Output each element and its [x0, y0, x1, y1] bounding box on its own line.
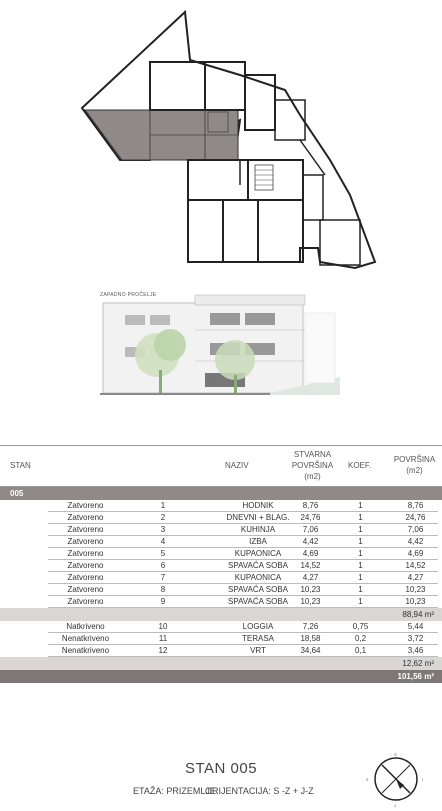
cell-room-name: DNEVNI + BLAG.: [226, 513, 290, 522]
table-row: [48, 536, 438, 548]
table-row: [48, 560, 438, 572]
room: [205, 62, 245, 110]
cell-coef: 0,2: [354, 634, 367, 643]
cell-room-name: VRT: [250, 646, 266, 655]
cell-coef: 1: [358, 561, 363, 570]
cell-number: 7: [160, 573, 166, 582]
cell-room-name: KUHINJA: [240, 525, 276, 534]
cell-room-name: HODNIK: [242, 501, 274, 510]
cell-room-name: KUPAONICA: [234, 573, 282, 582]
table-row: [48, 645, 438, 657]
header-stvarna-2: POVRŠINA: [291, 461, 334, 470]
table-row: [48, 584, 438, 596]
room: [245, 75, 275, 130]
cell-area: 4,27: [407, 573, 424, 582]
open-subtotal-bar: [0, 657, 442, 670]
cell-area: 4,42: [407, 537, 424, 546]
cell-number: 5: [160, 549, 166, 558]
window: [150, 315, 170, 325]
compass-east: I: [422, 777, 424, 782]
cell-coef: 1: [358, 501, 363, 510]
cell-number: 1: [160, 501, 166, 510]
cell-type: Zatvoreno: [67, 549, 104, 558]
room: [150, 62, 205, 110]
table-row: [48, 548, 438, 560]
header-stvarna-1: STVARNA: [293, 450, 332, 459]
cell-number: 10: [158, 622, 168, 631]
cell-real-area: 7,06: [302, 525, 319, 534]
cell-real-area: 8,76: [302, 501, 319, 510]
cell-real-area: 10,23: [300, 597, 321, 606]
stair: [255, 165, 273, 190]
table-row: [48, 524, 438, 536]
cell-coef: 1: [358, 537, 363, 546]
floor-plan: [0, 0, 442, 290]
cell-type: Nenatkriveno: [61, 634, 110, 643]
cell-number: 12: [158, 646, 168, 655]
room: [223, 200, 258, 262]
cell-coef: 1: [358, 573, 363, 582]
compass-west: Z: [366, 777, 369, 782]
cell-number: 2: [160, 513, 166, 522]
open-rows: [0, 621, 442, 657]
window: [210, 313, 240, 325]
cell-room-name: IZBA: [249, 537, 267, 546]
cell-real-area: 24,76: [300, 513, 321, 522]
cell-coef: 1: [358, 597, 363, 606]
orientation-label: ORIJENTACIJA: S -Z + J-Z: [205, 786, 314, 796]
cell-type: Zatvoreno: [67, 501, 104, 510]
cell-area: 3,72: [407, 634, 424, 643]
cell-type: Zatvoreno: [67, 513, 104, 522]
cell-number: 3: [160, 525, 166, 534]
header-naziv: NAZIV: [225, 461, 249, 470]
cell-real-area: 7,26: [302, 622, 319, 631]
header-koef: KOEF.: [348, 461, 372, 470]
window: [245, 313, 275, 325]
cell-type: Natkriveno: [66, 622, 105, 631]
compass-south: J: [394, 803, 396, 808]
cell-number: 4: [160, 537, 166, 546]
cell-coef: 1: [358, 513, 363, 522]
cell-coef: 0,1: [354, 646, 367, 655]
cell-area: 8,76: [407, 501, 424, 510]
closed-rows: [0, 500, 442, 608]
cell-real-area: 4,27: [302, 573, 319, 582]
elevation-label: ZAPADNO PROČELJE: [100, 292, 157, 298]
cell-area: 24,76: [405, 513, 426, 522]
cell-area: 4,69: [407, 549, 424, 558]
tree: [215, 340, 255, 380]
total-area: 101,56 m²: [397, 672, 434, 681]
cell-real-area: 18,58: [300, 634, 321, 643]
table-header: [0, 445, 442, 487]
total-bar: [0, 670, 442, 683]
unit-bar: [0, 487, 442, 500]
cell-type: Zatvoreno: [67, 525, 104, 534]
cell-number: 9: [160, 597, 166, 606]
building-roof: [195, 295, 305, 305]
room: [275, 100, 305, 140]
cell-area: 10,23: [405, 597, 426, 606]
open-subtotal: 12,62 m²: [402, 659, 434, 668]
cell-coef: 1: [358, 585, 363, 594]
cell-type: Zatvoreno: [67, 597, 104, 606]
cell-coef: 1: [358, 549, 363, 558]
cell-real-area: 4,69: [302, 549, 319, 558]
table-row: [48, 621, 438, 633]
header-stan: STAN: [10, 461, 31, 470]
closed-subtotal-bar: [0, 608, 442, 621]
cell-area: 10,23: [405, 585, 426, 594]
room: [258, 200, 303, 262]
room: [320, 220, 360, 265]
page-title: STAN 005: [184, 760, 258, 777]
room: [303, 175, 323, 220]
room: [188, 160, 248, 200]
unit-number: 005: [10, 489, 24, 498]
west-elevation-drawing: [95, 285, 345, 410]
cell-room-name: SPAVAĆA SOBA: [227, 597, 289, 606]
cell-real-area: 34,64: [300, 646, 321, 655]
cell-real-area: 10,23: [300, 585, 321, 594]
cell-area: 5,44: [407, 622, 424, 631]
cell-room-name: SPAVAĆA SOBA: [227, 585, 289, 594]
area-table: [0, 445, 442, 683]
cell-room-name: KUPAONICA: [234, 549, 282, 558]
compass-north: S: [394, 752, 397, 757]
header-povrsina-2: (m2): [406, 466, 423, 475]
cell-area: 7,06: [407, 525, 424, 534]
cell-type: Zatvoreno: [67, 573, 104, 582]
cell-area: 3,46: [407, 646, 424, 655]
table-row: [48, 633, 438, 645]
table-row: [48, 512, 438, 524]
side-wall: [305, 313, 335, 383]
cell-number: 8: [160, 585, 166, 594]
cell-real-area: 4,42: [302, 537, 319, 546]
table-row: [48, 572, 438, 584]
cell-type: Nenatkriveno: [61, 646, 110, 655]
cell-number: 11: [158, 634, 168, 643]
cell-room-name: SPAVAĆA SOBA: [227, 561, 289, 570]
tree-trunk: [234, 375, 237, 393]
cell-number: 6: [160, 561, 166, 570]
table-row: [48, 500, 438, 512]
header-stvarna-3: (m2): [304, 472, 321, 481]
table-row: [48, 596, 438, 608]
cell-area: 14,52: [405, 561, 426, 570]
tree: [154, 329, 186, 361]
closed-subtotal: 88,94 m²: [402, 610, 434, 619]
cell-type: Zatvoreno: [67, 585, 104, 594]
room: [188, 200, 223, 262]
cell-coef: 0,75: [352, 622, 369, 631]
tree-trunk: [159, 370, 162, 393]
cell-room-name: LOGGIA: [242, 622, 274, 631]
header-povrsina-1: POVRŠINA: [393, 455, 436, 464]
window: [125, 315, 145, 325]
cell-type: Zatvoreno: [67, 537, 104, 546]
floor-label: ETAŽA: PRIZEMLJE: [133, 786, 216, 796]
cell-real-area: 14,52: [300, 561, 321, 570]
cell-type: Zatvoreno: [67, 561, 104, 570]
cell-room-name: TERASA: [241, 634, 274, 643]
compass-icon: [372, 755, 420, 803]
cell-coef: 1: [358, 525, 363, 534]
